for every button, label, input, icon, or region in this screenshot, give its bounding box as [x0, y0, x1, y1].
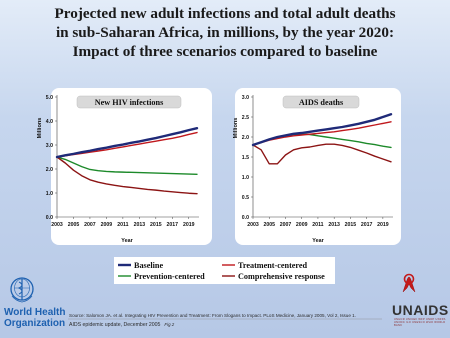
unaids-cosponsors: UNHCR UNICEF WFP UNDP UNFPA UNODC ILO UNESCO WHO WORLD BANK — [394, 318, 446, 328]
chart-2-xtick-label: 2009 — [295, 222, 308, 228]
chart-1-xtick-label: 2013 — [133, 222, 146, 228]
title-line-3: Impact of three scenarios compared to baseline — [72, 43, 378, 60]
legend-label-treatment: Treatment-centered — [238, 260, 308, 270]
chart-2-ylabel: Millions — [233, 117, 239, 139]
chart-2-xtick-label: 2017 — [360, 222, 373, 228]
chart-1-xtick-label: 2011 — [117, 222, 129, 228]
title-line-1: Projected new adult infections and total adult deaths — [54, 5, 396, 22]
chart-1-ytick-label: 0.0 — [45, 214, 53, 221]
chart-1-ytick-label: 4.0 — [45, 118, 53, 125]
chart-1-ytick-label: 3.0 — [45, 142, 53, 149]
footer-update — [69, 322, 174, 328]
chart-2-xtick-label: 2013 — [328, 222, 340, 228]
chart-1-xtick-label: 2003 — [51, 222, 63, 228]
legend-label-prevention: Prevention-centered — [134, 271, 205, 281]
who-line-2: Organization — [4, 318, 66, 329]
chart-2-xtick-label: 2007 — [279, 222, 292, 228]
chart-2-ytick-label: 2.0 — [241, 134, 249, 141]
chart-1-xlabel: Year — [121, 238, 133, 244]
chart-1-ylabel: Millions — [37, 117, 43, 139]
chart-2-ytick-label: 3.0 — [241, 94, 249, 101]
chart-2-ytick-label: 0.5 — [241, 194, 249, 201]
chart-1-xtick-label: 2009 — [100, 222, 113, 228]
chart-1-ytick-label: 1.0 — [45, 190, 53, 197]
who-logo — [11, 278, 33, 302]
chart-1-xtick-label: 2019 — [182, 222, 195, 228]
chart-1-xtick-label: 2005 — [67, 222, 80, 228]
chart-2-xlabel: Year — [312, 238, 324, 244]
chart-2-xtick-label: 2011 — [312, 222, 324, 228]
footer-fig: Fig 2 — [164, 322, 175, 327]
chart-2-ytick-label: 0.0 — [241, 214, 249, 221]
chart-2-xtick-label: 2003 — [247, 222, 259, 228]
chart-2-ytick-label: 1.5 — [241, 154, 249, 161]
title-line-2: in sub-Saharan Africa, in millions, by the year 2020: — [55, 24, 395, 41]
legend — [114, 257, 335, 284]
chart-2-xtick-label: 2005 — [263, 222, 276, 228]
chart-1-ytick-label: 5.0 — [45, 94, 53, 101]
chart-1-ytick-label: 2.0 — [45, 166, 53, 173]
legend-label-baseline: Baseline — [134, 260, 164, 270]
chart-1-title: New HIV infections — [94, 98, 164, 108]
who-line-1: World Health — [4, 307, 66, 318]
footer-source: Source: Salomon JA. et al. Integrating HIV Prevention and Treatment: From Slogans to Impact. PLoS Medicine, January 2005, Vol 2, Issue 1. — [69, 313, 357, 318]
unaids-logo — [403, 275, 415, 293]
chart-1-xtick-label: 2015 — [150, 222, 162, 228]
unaids-name: UNAIDS — [392, 302, 449, 318]
legend-label-comprehensive: Comprehensive response — [238, 271, 325, 281]
chart-2-ytick-label: 1.0 — [241, 174, 249, 181]
who-text — [4, 307, 65, 329]
chart-2-title: AIDS deaths — [298, 98, 344, 108]
footer-update-text: AIDS epidemic update, December 2005 — [69, 322, 161, 328]
chart-1-xtick-label: 2017 — [166, 222, 179, 228]
chart-2-ytick-label: 2.5 — [241, 114, 249, 121]
chart-2-xtick-label: 2015 — [344, 222, 357, 228]
chart-2-xtick-label: 2019 — [377, 222, 389, 228]
chart-1-xtick-label: 2007 — [84, 222, 96, 228]
